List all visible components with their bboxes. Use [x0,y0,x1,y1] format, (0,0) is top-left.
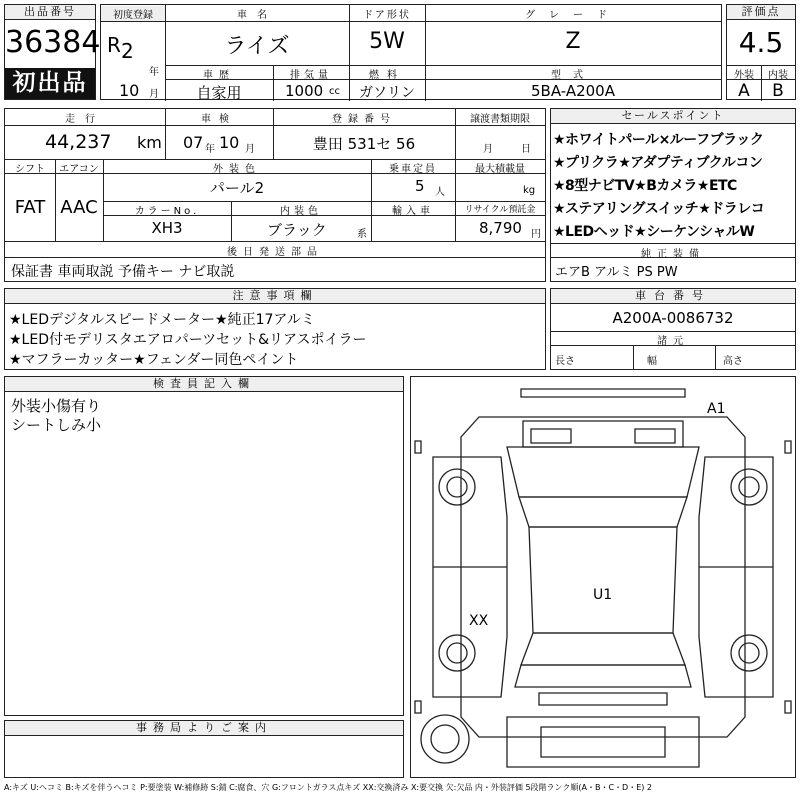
recycle: 8,790 [479,219,522,237]
capacity-unit: 人 [435,187,445,198]
legend: A:キズ U:ヘコミ B:キズを伴うヘコミ P:要塗装 W:補修跡 S:錆 C:腐食、穴 G:フロントガラス点キズ XX:交換済み X:要交換 欠:欠品 内・外装評価 5段階ランク順(A・B・C・D・E) 2 [4,783,653,792]
color-no: XH3 [151,219,183,237]
displacement-label: 排気量 [290,70,332,81]
load-unit: kg [523,185,536,196]
exterior-grade: A [738,81,750,101]
later-parts-label: 後日発送部品 [227,247,323,258]
inspection-month-unit: 月 [245,144,255,155]
width-label: 幅 [647,356,657,367]
later-parts: 保証書 車両取説 予備キー ナビ取説 [11,264,235,280]
chassis-number: A200A-0086732 [612,309,734,327]
history: 自家用 [196,84,242,102]
office-label: 事務局よりご案内 [5,721,403,736]
fuel-label: 燃料 [369,70,405,81]
damage-mark: XX [469,613,489,629]
inspection-label: 車検 [201,114,237,125]
inspector-line: 外装小傷有り [11,397,102,415]
sales-points-box [550,108,796,282]
sales-points-label: セールスポイント [551,109,795,124]
year-num: 2 [121,39,134,63]
note-line: ★マフラーカッター★フェンダー同色ペイント [9,352,299,368]
height-label: 高さ [723,356,743,367]
inspector-box [4,376,404,716]
ac-label: エアコン [59,164,99,175]
interior-label: 内装 [768,70,788,81]
history-label: 車歴 [203,70,235,81]
exterior-label: 外装 [734,70,754,81]
interior-color-unit: 系 [357,229,367,240]
car-outline [411,377,795,777]
exterior-color: パール2 [209,179,265,197]
inspector-line: シートしみ小 [11,416,102,434]
color-label: 外装色 [213,164,261,175]
recycle-unit: 円 [531,229,541,240]
fuel: ガソリン [359,85,415,101]
interior-color: ブラック [267,221,327,239]
inspection-year: 07 [183,133,204,152]
inspector-label: 検査員記入欄 [5,377,403,392]
plate: 豊田 531セ 56 [312,135,416,153]
first-listing-badge: 初出品 [5,68,95,99]
car-diagram [410,376,796,778]
car-name-label: 車名 [237,10,277,21]
note-line: ★LED付モデリスタエアロパーツセット&リアスポイラー [9,332,367,348]
ac: AAC [60,197,98,218]
car-name: ライズ [224,34,290,59]
notes-box [4,288,546,370]
first-reg-label: 初度登録 [101,6,165,21]
capacity-label: 乗車定員 [389,164,437,175]
model-label: 型式 [551,70,595,81]
sales-point-line: ★ホワイトパール×ルーフブラック [553,132,764,148]
month-num: 10 [119,81,140,100]
displacement-unit: cc [329,86,340,97]
dims-label: 諸元 [657,336,689,347]
first-registration-box [100,4,722,100]
mileage-unit: km [137,133,162,152]
year-unit: 年 [149,67,159,78]
interior-color-label: 内装色 [280,206,322,217]
standard-equipment: エアB アルミ PS PW [555,265,678,280]
displacement: 1000 [285,82,324,100]
inspection-month: 10 [219,133,240,152]
shift: FAT [14,197,46,218]
recycle-label: リサイクル預託金 [464,205,536,215]
door-label: ドア形状 [363,10,411,21]
door-type: 5W [369,29,405,54]
plate-label: 登録番号 [332,114,396,125]
lot-number-label: 出品番号 [5,5,95,20]
office-box [4,720,404,778]
sales-point-line: ★LEDヘッド★シーケンシャルW [553,224,755,240]
lot-number-box [4,4,101,100]
interior-grade: B [772,81,784,101]
month-unit: 月 [149,89,159,100]
notes-label: 注意事項欄 [5,289,545,304]
mileage: 44,237 [45,131,112,153]
vehicle-details-box [4,108,546,282]
era: R [107,33,121,57]
import-label: 輸入車 [392,206,434,217]
score-label: 評価点 [727,5,795,20]
chassis-label: 車台番号 [551,289,795,304]
damage-mark: A1 [707,401,726,417]
grade-label: グレード [525,10,621,21]
standard-equipment-label: 純正装備 [641,249,705,260]
capacity: 5 [415,177,425,195]
length-label: 長さ [555,356,575,367]
transfer-label: 譲渡書類期限 [470,114,530,125]
shift-label: シフト [15,164,45,175]
sales-point-line: ★プリクラ★アダプティブクルコン [553,155,763,171]
transfer-day: 日 [521,144,531,155]
sales-point-line: ★ステアリングスイッチ★ドラレコ [553,201,765,217]
transfer-month: 月 [483,144,493,155]
lot-number: 36384 [5,25,101,60]
score: 4.5 [738,26,784,59]
inspection-year-unit: 年 [205,144,215,155]
sales-point-line: ★8型ナビTV★Bカメラ★ETC [553,178,737,194]
chassis-box [550,288,796,370]
grade: Z [565,29,581,54]
model: 5BA-A200A [530,82,615,100]
damage-mark: U1 [593,587,613,603]
score-box [726,4,796,100]
mileage-label: 走行 [65,114,105,125]
note-line: ★LEDデジタルスピードメーター★純正17アルミ [9,312,315,328]
load-label: 最大積載量 [475,164,525,175]
color-no-label: カラーNo. [134,206,200,217]
